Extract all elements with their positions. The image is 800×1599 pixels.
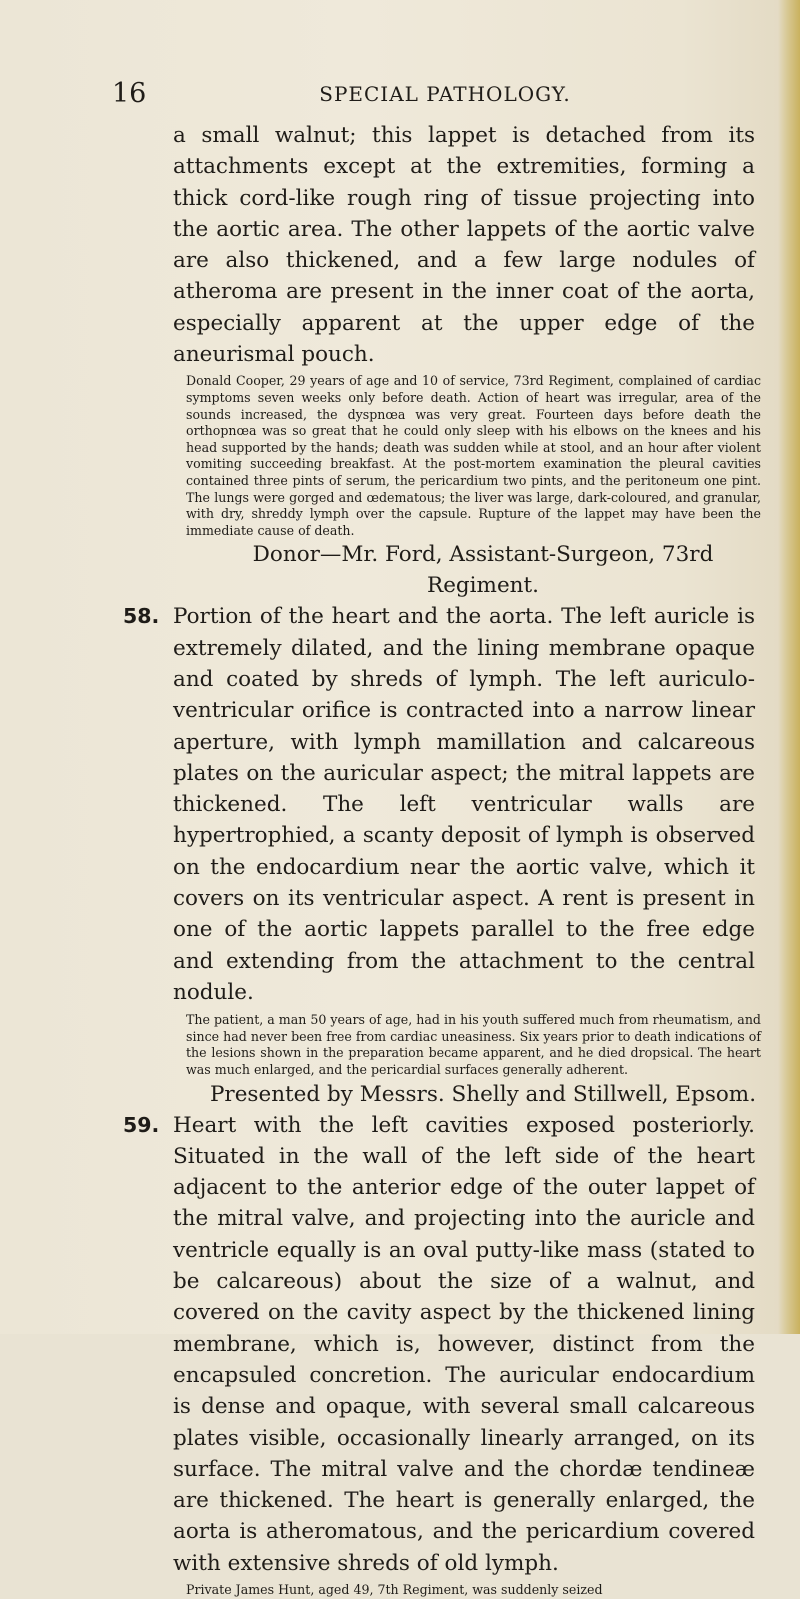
donor-line: Donor—Mr. Ford, Assistant-Surgeon, 73rd Regiment.	[252, 542, 714, 599]
case-note: Donald Cooper, 29 years of age and 10 of service, 73rd Regiment, complained of cardiac symptoms seven weeks only before death. Action of heart was irregular, area of the sounds increased, the dyspnœa was very great. Fourteen days before death the orthopnœa was so great that he could only sleep with his elbows on the knees and his head supported by the hands; death was sudden while at stool, and an hour after violent vomiting succeeding breakfast. At the post-mortem examination the pleural cavities contained three pints of serum, the pericardium two pints, and the peritoneum one pint. The lungs were gorged and œdematous; the liver was large, dark-coloured, and granular, with dry, shreddy lymph over the capsule. Rupture of the lappet may have been the immediate cause of death.	[186, 373, 761, 538]
donor-line: Presented by Messrs. Shelly and Stillwell, Epsom.	[209, 1081, 757, 1107]
entry-description: Portion of the heart and the aorta. The left auricle is extremely dilated, and the lining membrane opaque and coated by shreds of lymph. The left auriculo-ventricular orifice is contracted into a narrow linear aperture, with lymph mamillation and calcareous plates on the auricular aspect; the mitral lappets are thickened. The left ventricular walls are hypertrophied, a scanty deposit of lymph is observed on the endocardium near the aortic valve, which it covers on its ventricular aspect. A rent is present in one of the aortic lappets parallel to the free edge and extending from the attachment to the central nodule.	[173, 604, 755, 1005]
specimen-entry-59	[123, 1110, 755, 1599]
entry-description: Heart with the left cavities exposed posteriorly. Situated in the wall of the left side of the heart adjacent to the anterior edge of the outer lappet of the mitral valve, and projecting into the auricle and ventricle equally is an oval putty-like mass (stated to be calcareous) about the size of a walnut, and covered on the cavity aspect by the thickened lining membrane, which is, however, distinct from the encapsuled concretion. The auricular endocardium is dense and opaque, with several small calcareous plates visible, occasionally linearly arranged, on its surface. The mitral valve and the chordæ tendineæ are thickened. The heart is generally enlarged, the aorta is atheromatous, and the pericardium covered with extensive shreds of old lymph.	[173, 1112, 755, 1576]
running-head: SPECIAL PATHOLOGY.	[319, 82, 571, 106]
page-number: 16	[112, 78, 147, 109]
specimen-entry-58	[123, 601, 761, 1109]
case-note: Private James Hunt, aged 49, 7th Regiment, was suddenly seized	[186, 1582, 603, 1597]
page-edge	[778, 0, 800, 1334]
entry-number: 58.	[123, 604, 160, 629]
page-header	[0, 78, 800, 108]
entry-number: 59.	[123, 1112, 160, 1137]
case-note: The patient, a man 50 years of age, had in his youth suffered much from rheumatism, and since had never been free from cardiac uneasiness. Six years prior to death indications of the lesions shown in the preparation became apparent, and he died dropsical. The heart was much enlarged, and the pericardial surfaces generally adherent.	[186, 1012, 761, 1077]
page-body	[123, 120, 761, 1599]
intro-paragraph: a small walnut; this lappet is detached from its attachments except at the extremities, forming a thick cord-like rough ring of tissue projecting into the aortic area. The other lappets of the aortic valve are also thickened, and a few large nodules of atheroma are present in the inner coat of the aorta, especially apparent at the upper edge of the aneurismal pouch.	[173, 123, 755, 368]
